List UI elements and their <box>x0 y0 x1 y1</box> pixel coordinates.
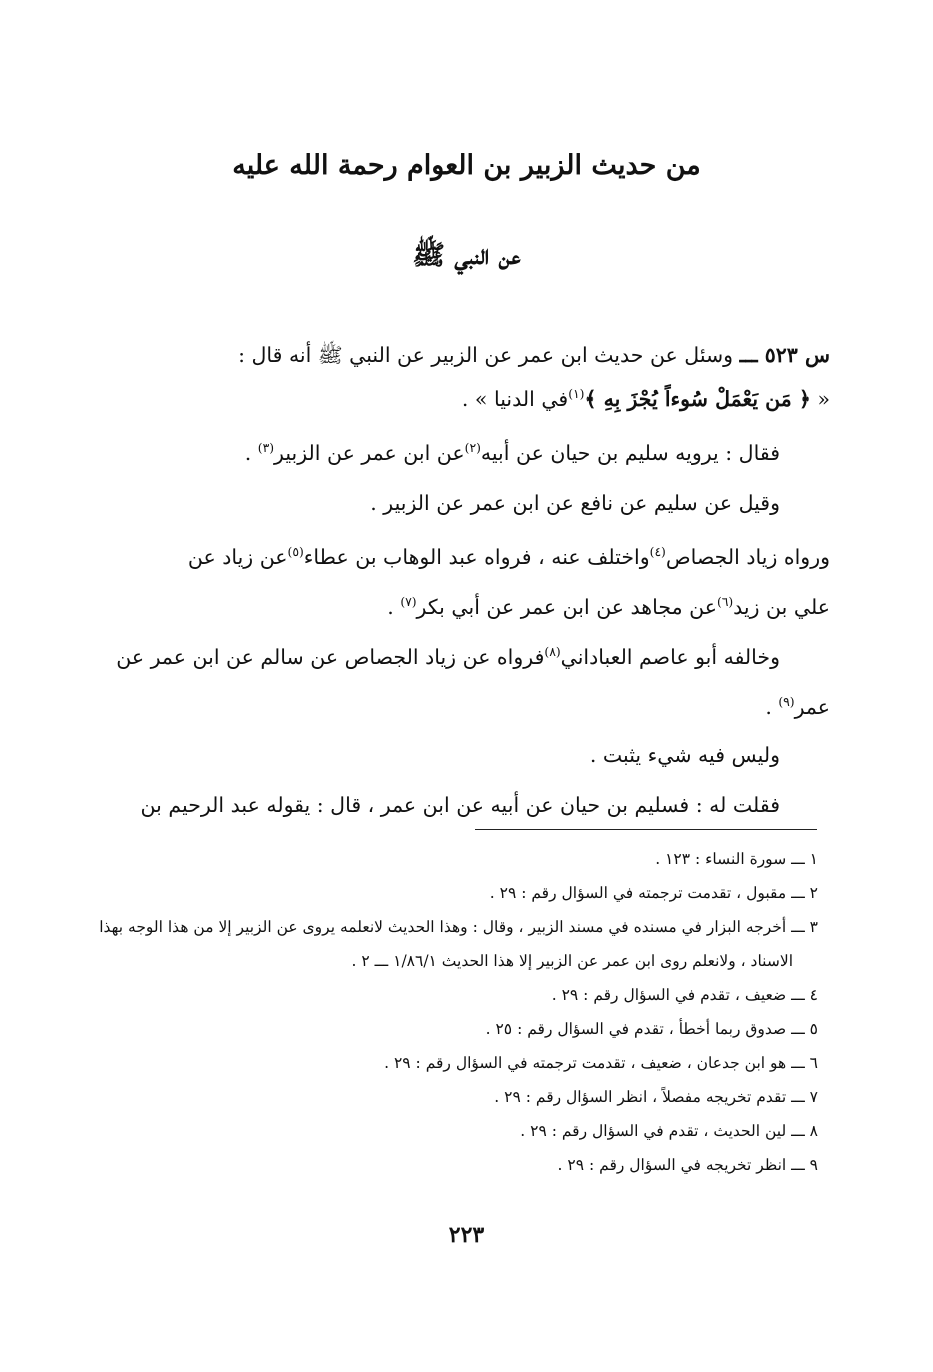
paragraph-6: فقلت له : فسليم بن حيان عن أبيه عن ابن عمر ، قال : يقوله عبد الرحيم بن <box>140 793 780 817</box>
footnote-ref: (٧) <box>400 595 417 610</box>
question-line-2: « ﴿ مَن يَعْمَلْ سُوءاً يُجْزَ بِهِ ﴾$^{(١)}$في الدنيا » . <box>461 387 830 411</box>
footnote-4: ٤ ـــ ضعيف ، تقدم في السؤال رقم : ٢٩ . <box>551 986 818 1004</box>
footnote-7: ٧ ـــ تقدم تخريجه مفصلاً ، انظر السؤال رقم : ٢٩ . <box>494 1088 818 1106</box>
paragraph-4-line-2: عمر$^{(٩)}$ . <box>765 695 830 719</box>
quran-verse: ﴿ مَن يَعْمَلْ سُوءاً يُجْزَ بِهِ ﴾ <box>584 387 811 411</box>
footnote-ref: (٩) <box>778 695 795 710</box>
footnote-ref: (٥) <box>287 545 304 560</box>
footnote-ref: (٦) <box>716 595 734 610</box>
footnote-ref: (٣) <box>257 441 275 456</box>
chapter-subtitle: عن النبي ﷺ <box>412 240 521 271</box>
paragraph-3-line-2: علي بن زيد$^{(٦)}$عن مجاهد عن ابن عمر عن أبي بكر$^{(٧)}$ . <box>387 595 830 619</box>
footnote-ref: (٤) <box>649 545 666 560</box>
question-text: وسئل عن حديث ابن عمر عن الزبير عن النبي ﷺ أنه قال : <box>238 343 734 367</box>
paragraph-5: وليس فيه شيء يثبت . <box>589 743 780 767</box>
footnote-8: ٨ ـــ لين الحديث ، تقدم في السؤال رقم : ٢٩ . <box>520 1122 818 1140</box>
footnote-separator <box>475 829 817 830</box>
chapter-title: من حديث الزبير بن العوام رحمة الله عليه <box>232 150 701 181</box>
paragraph-1: فقال : يرويه سليم بن حيان عن أبيه$^{(٢)}$عن ابن عمر عن الزبير$^{(٣)}$ . <box>244 441 780 465</box>
question-line-1 <box>238 330 830 380</box>
page-number: ٢٢٣ <box>448 1222 485 1248</box>
footnote-6: ٦ ـــ هو ابن جدعان ، ضعيف ، تقدمت ترجمته في السؤال رقم : ٢٩ . <box>384 1054 818 1072</box>
footnote-3-continued: الاسناد ، ولانعلم روى ابن عمر عن الزبير إلا هذا الحديث ١/٨٦/١ ـــ ٢ . <box>351 952 793 970</box>
footnote-1: ١ ـــ سورة النساء : ١٢٣ . <box>655 850 818 868</box>
footnote-ref: (١) <box>568 387 585 402</box>
footnote-ref: (٢) <box>464 441 481 456</box>
footnote-3: ٣ ـــ أخرجه البزار في مسنده في مسند الزبير ، وقال : وهذا الحديث لانعلمه يروى عن الزبير إلا من هذا الوجه بهذا <box>99 918 818 936</box>
paragraph-4-line-1: وخالفه أبو عاصم العباداني$^{(٨)}$فرواه عن زياد الجصاص عن سالم عن ابن عمر عن <box>116 645 780 669</box>
footnote-9: ٩ ـــ انظر تخريجه في السؤال رقم : ٢٩ . <box>557 1156 818 1174</box>
footnote-ref: (٨) <box>544 645 561 660</box>
question-number: س ٥٢٣ ـــ <box>739 343 830 367</box>
footnote-5: ٥ ـــ صدوق ربما أخطأ ، تقدم في السؤال رقم : ٢٥ . <box>485 1020 818 1038</box>
paragraph-2: وقيل عن سليم عن نافع عن ابن عمر عن الزبير . <box>370 491 780 515</box>
main-text <box>110 330 830 830</box>
paragraph-3-line-1: ورواه زياد الجصاص$^{(٤)}$واختلف عنه ، فرواه عبد الوهاب بن عطاء$^{(٥)}$عن زياد عن <box>187 545 830 569</box>
footnote-2: ٢ ـــ مقبول ، تقدمت ترجمته في السؤال رقم : ٢٩ . <box>489 884 818 902</box>
